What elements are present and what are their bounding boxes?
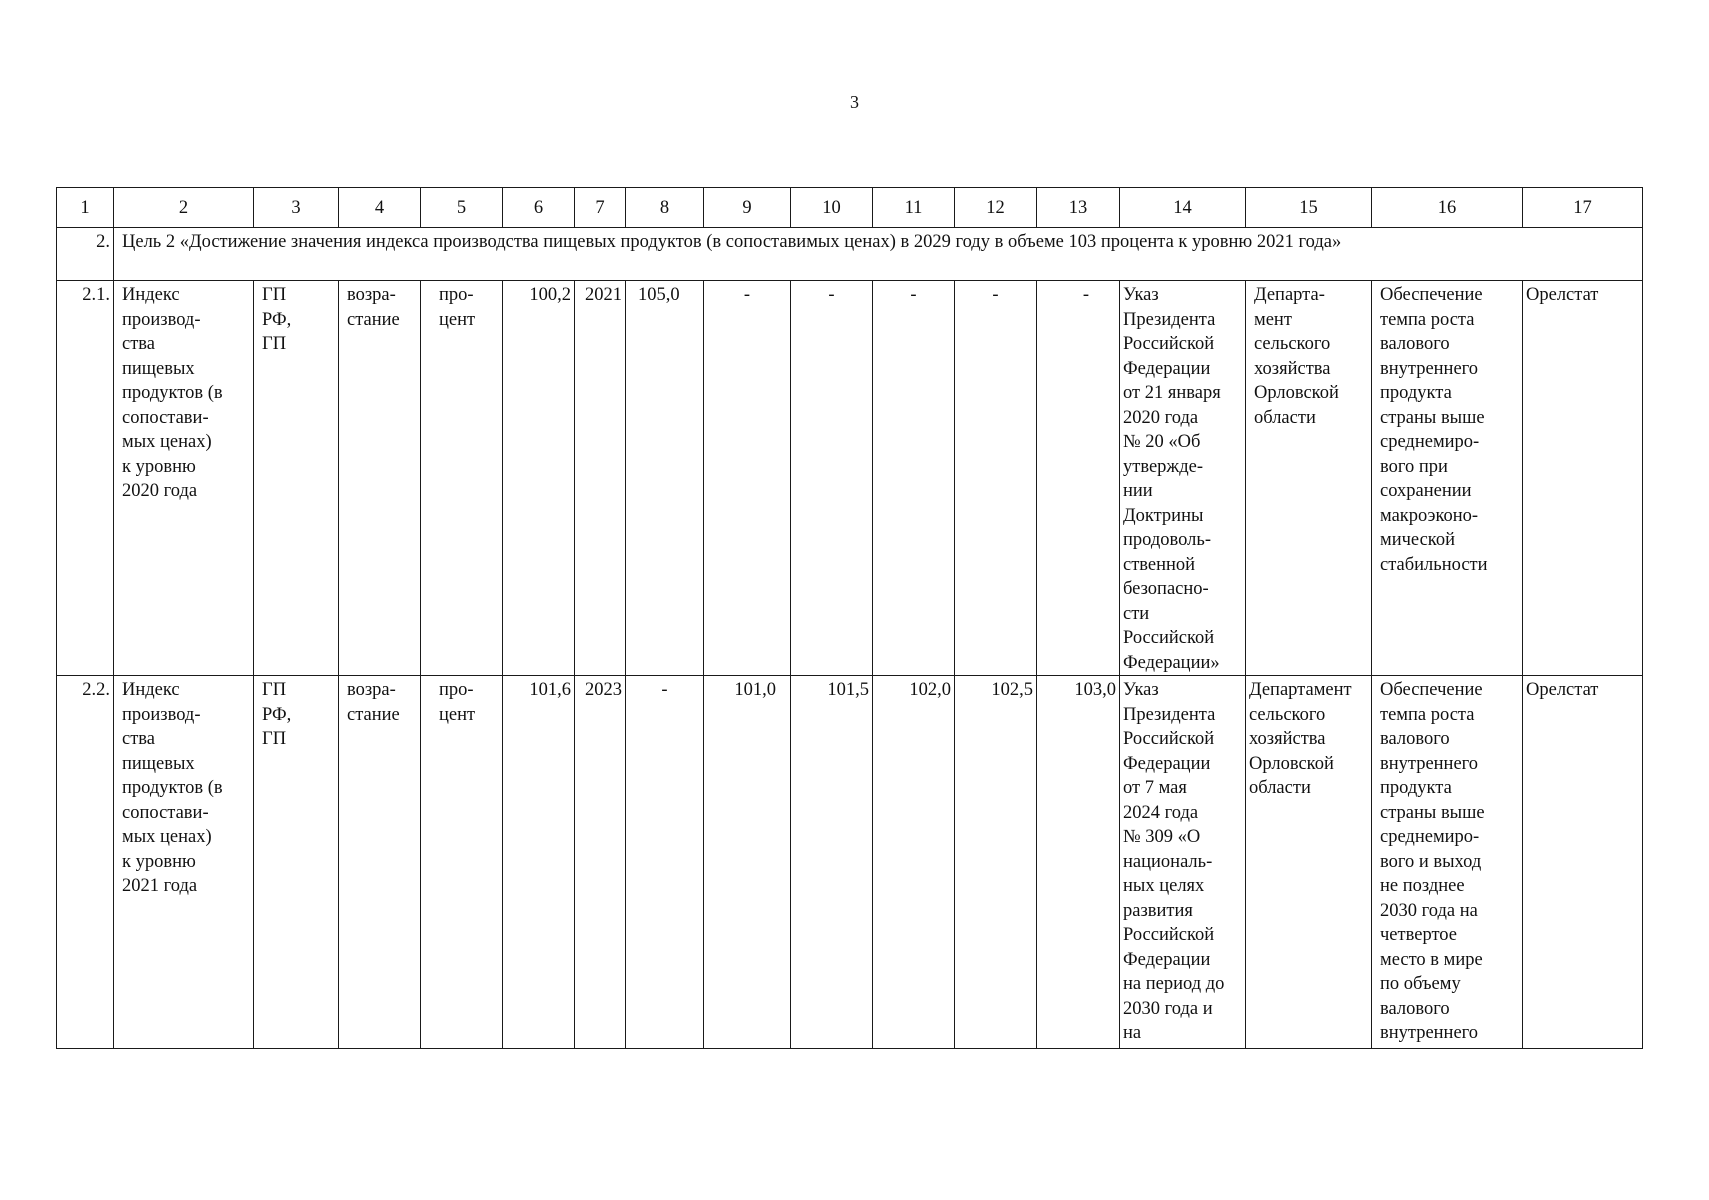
- value-cell: 101,0: [704, 676, 791, 1049]
- information-source: Орелстат: [1523, 281, 1643, 676]
- value-cell: -: [791, 281, 873, 676]
- value-cell: 102,0: [873, 676, 955, 1049]
- goal-row: [57, 228, 1643, 281]
- header-cell: 16: [1372, 188, 1523, 228]
- header-cell: 8: [626, 188, 704, 228]
- header-cell: 1: [57, 188, 114, 228]
- indicator-trend: возра- стание: [339, 281, 421, 676]
- header-cell: 14: [1120, 188, 1246, 228]
- basis-document: Указ Президента Российской Федерации от 7 мая 2024 года № 309 «О националь- ных целях развития Российской Федерации на период до 2030 года и на: [1120, 676, 1246, 1049]
- table-row: [57, 281, 1643, 676]
- row-number: 2.2.: [57, 676, 114, 1049]
- base-value: 100,2: [503, 281, 575, 676]
- header-cell: 15: [1246, 188, 1372, 228]
- indicator-link: Обеспечение темпа роста валового внутреннего продукта страны выше среднемиро- вого и выход не позднее 2030 года на четвертое место в мире по объему валового внутреннего: [1372, 676, 1523, 1049]
- responsible-body: Департа- мент сельского хозяйства Орловской области: [1246, 281, 1372, 676]
- header-cell: 7: [575, 188, 626, 228]
- value-cell: -: [1037, 281, 1120, 676]
- indicator-name: Индекс производ- ства пищевых продуктов (в сопостави- мых ценах) к уровню 2020 года: [114, 281, 254, 676]
- base-value: 101,6: [503, 676, 575, 1049]
- header-cell: 3: [254, 188, 339, 228]
- goal-number: 2.: [57, 228, 114, 281]
- value-cell: -: [626, 676, 704, 1049]
- header-cell: 2: [114, 188, 254, 228]
- value-cell: 103,0: [1037, 676, 1120, 1049]
- header-cell: 9: [704, 188, 791, 228]
- header-cell: 11: [873, 188, 955, 228]
- indicator-level: ГП РФ, ГП: [254, 281, 339, 676]
- column-number-row: [57, 188, 1643, 228]
- indicators-table: [56, 187, 1643, 1049]
- unit: про- цент: [421, 281, 503, 676]
- header-cell: 13: [1037, 188, 1120, 228]
- unit: про- цент: [421, 676, 503, 1049]
- value-cell: 101,5: [791, 676, 873, 1049]
- basis-document: Указ Президента Российской Федерации от 21 января 2020 года № 20 «Об утвержде- нии Доктрины продоволь- ственной безопасно- сти Российской Федерации»: [1120, 281, 1246, 676]
- responsible-body: Департамент сельского хозяйства Орловской области: [1246, 676, 1372, 1049]
- header-cell: 5: [421, 188, 503, 228]
- base-year: 2021: [575, 281, 626, 676]
- header-cell: 17: [1523, 188, 1643, 228]
- row-number: 2.1.: [57, 281, 114, 676]
- value-cell: -: [873, 281, 955, 676]
- value-cell: -: [704, 281, 791, 676]
- value-cell: -: [955, 281, 1037, 676]
- header-cell: 6: [503, 188, 575, 228]
- value-cell: 105,0: [626, 281, 704, 676]
- base-year: 2023: [575, 676, 626, 1049]
- indicator-name: Индекс производ- ства пищевых продуктов (в сопостави- мых ценах) к уровню 2021 года: [114, 676, 254, 1049]
- information-source: Орелстат: [1523, 676, 1643, 1049]
- value-cell: 102,5: [955, 676, 1037, 1049]
- header-cell: 10: [791, 188, 873, 228]
- page-number: 3: [850, 92, 859, 112]
- indicator-link: Обеспечение темпа роста валового внутреннего продукта страны выше среднемиро- вого при сохранении макроэконо- мической стабильности: [1372, 281, 1523, 676]
- header-cell: 12: [955, 188, 1037, 228]
- indicator-trend: возра- стание: [339, 676, 421, 1049]
- indicator-level: ГП РФ, ГП: [254, 676, 339, 1049]
- table-row: [57, 676, 1643, 1049]
- goal-text: Цель 2 «Достижение значения индекса производства пищевых продуктов (в сопоставимых ценах) в 2029 году в объеме 103 процента к уровню 2021 года»: [114, 228, 1643, 281]
- header-cell: 4: [339, 188, 421, 228]
